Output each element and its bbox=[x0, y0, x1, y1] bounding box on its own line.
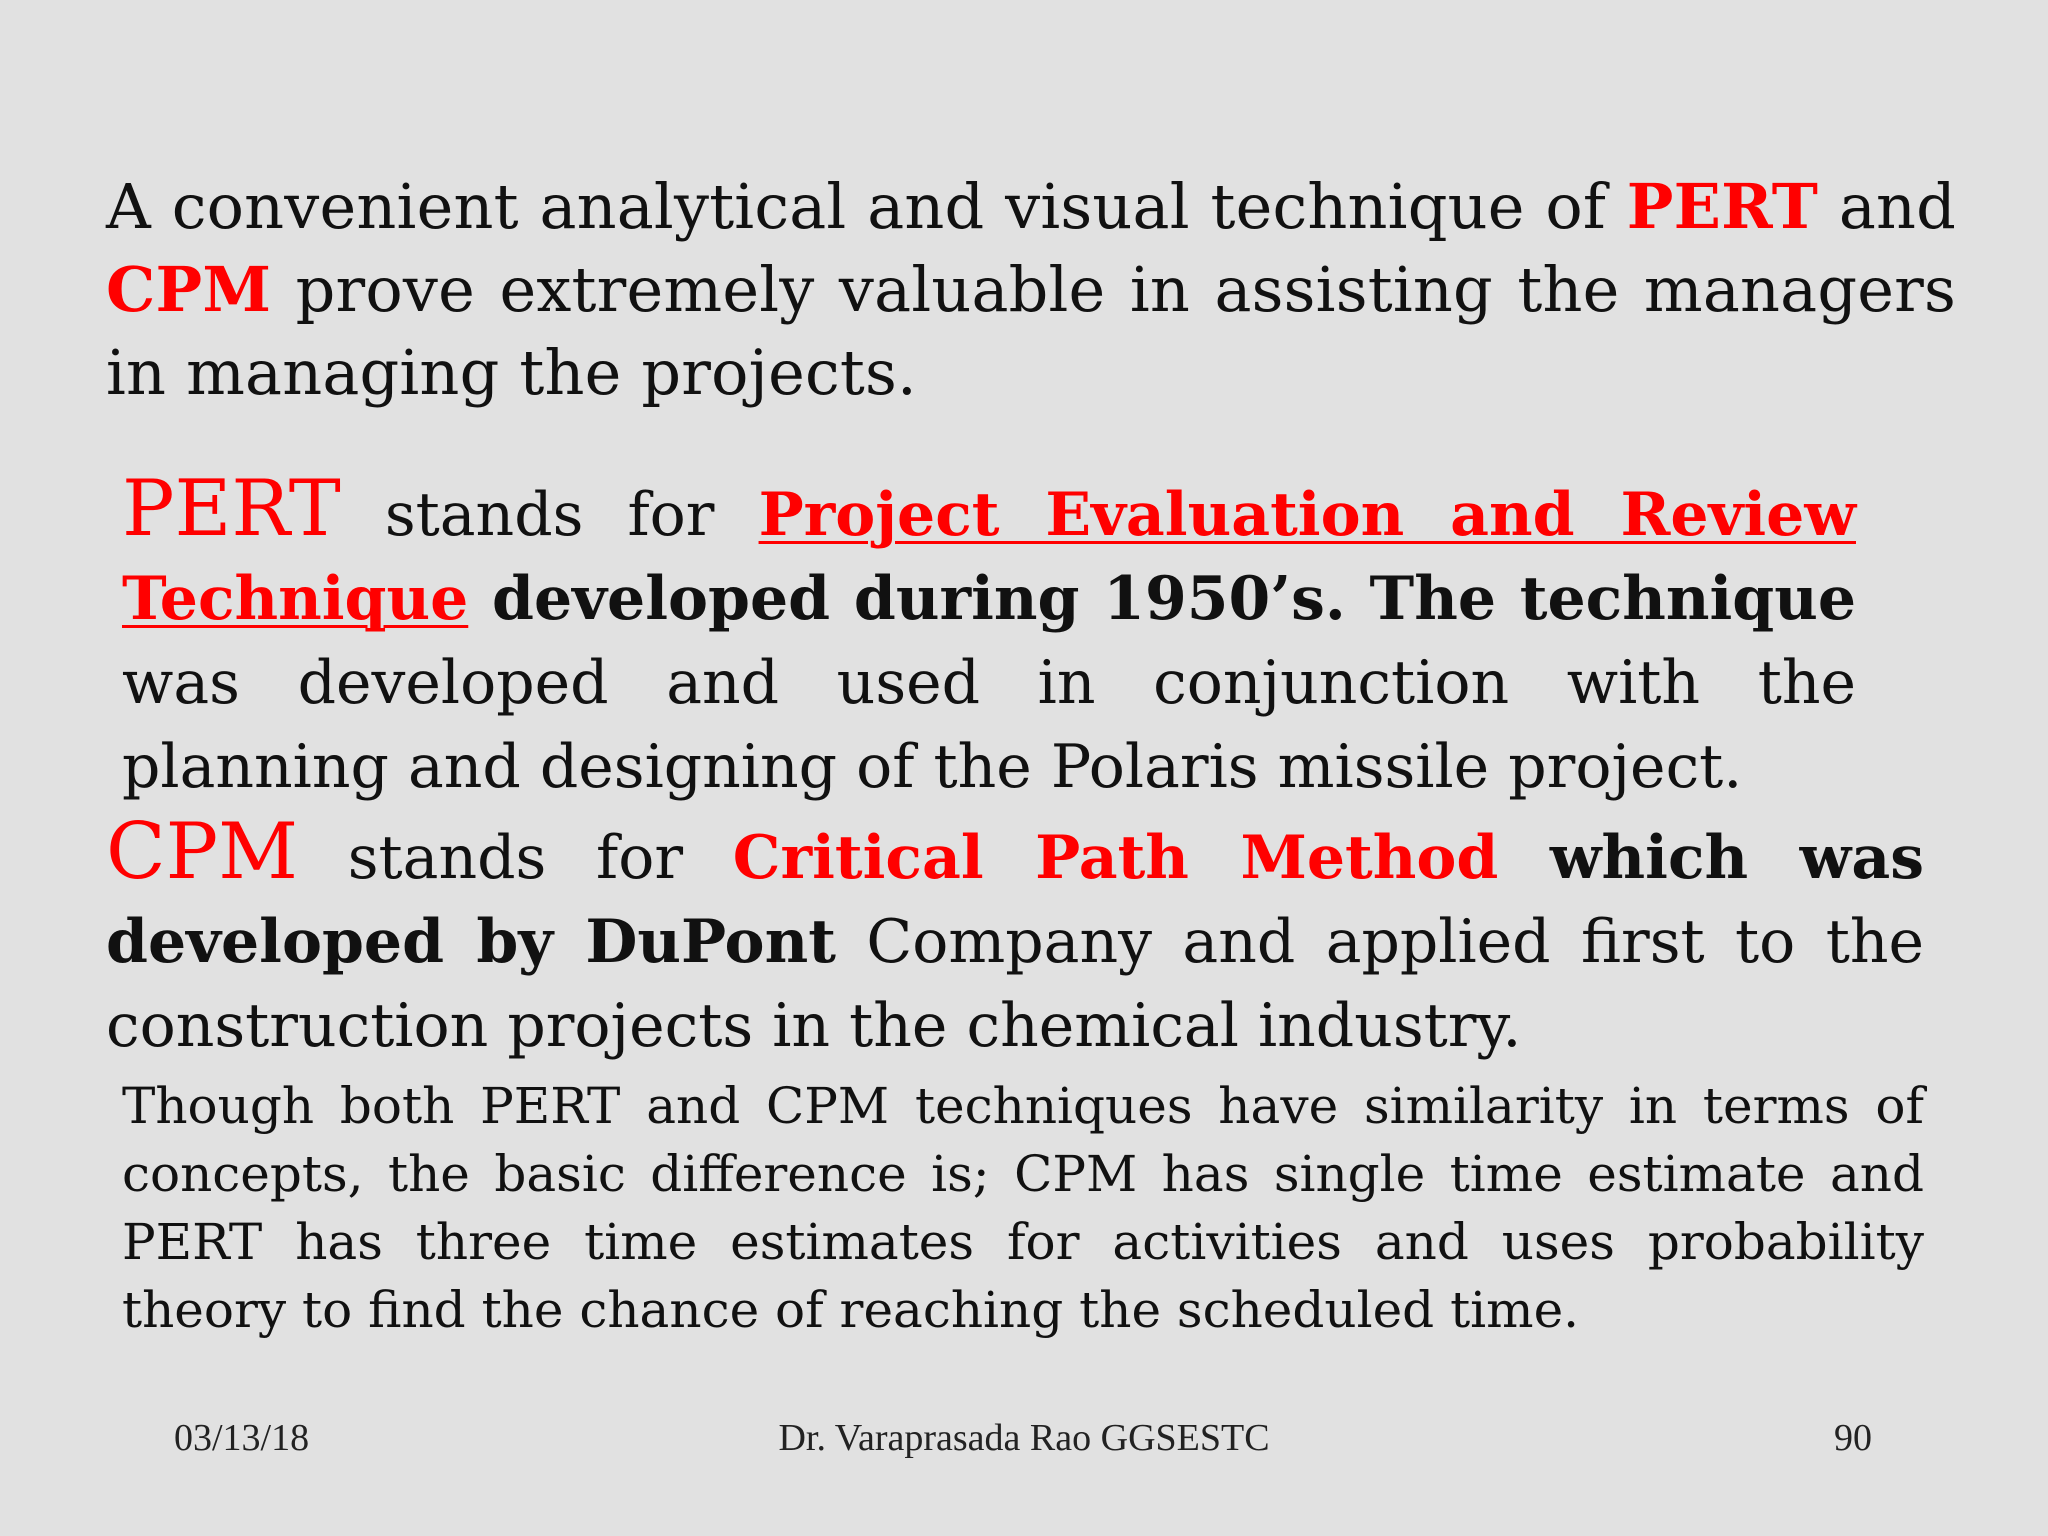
pert-term: PERT bbox=[122, 464, 341, 554]
footer-page-number: 90 bbox=[1834, 1417, 1872, 1459]
pert-description: was developed and used in conjunction with the planning and designing of the Polaris missile project. bbox=[122, 648, 1856, 802]
cpm-bold-text: which was developed by DuPont bbox=[106, 823, 1924, 977]
cpm-stands-for: stands for bbox=[298, 823, 733, 893]
cpm-term: CPM bbox=[106, 807, 299, 897]
intro-paragraph bbox=[106, 165, 1956, 414]
intro-text-1: A convenient analytical and visual technique of bbox=[106, 170, 1627, 243]
cpm-description: Company and applied first to the construction projects in the chemical industry. bbox=[106, 907, 1924, 1061]
comparison-paragraph: Though both PERT and CPM techniques have similarity in terms of concepts, the basic difference is; CPM has single time estimate and PERT has three time estimates for activities and uses probability theory to find the chance of reaching the scheduled time. bbox=[122, 1077, 1924, 1339]
intro-cpm-term: CPM bbox=[106, 253, 272, 326]
footer-author: Dr. Varaprasada Rao GGSESTC bbox=[778, 1417, 1270, 1459]
pert-stands-for: stands for bbox=[340, 480, 759, 550]
pert-full-name: Project Evaluation and Review Technique bbox=[122, 480, 1856, 634]
footer-date: 03/13/18 bbox=[174, 1417, 310, 1459]
cpm-definition-paragraph bbox=[106, 807, 1924, 1068]
pert-definition-paragraph bbox=[122, 464, 1856, 809]
intro-pert-term: PERT bbox=[1626, 170, 1819, 243]
intro-text-2: and bbox=[1818, 170, 1956, 243]
intro-text-3: prove extremely valuable in assisting the managers in managing the projects. bbox=[106, 253, 1956, 409]
pert-bold-text: developed during 1950’s. The technique bbox=[468, 564, 1856, 634]
cpm-full-name: Critical Path Method bbox=[732, 823, 1499, 893]
